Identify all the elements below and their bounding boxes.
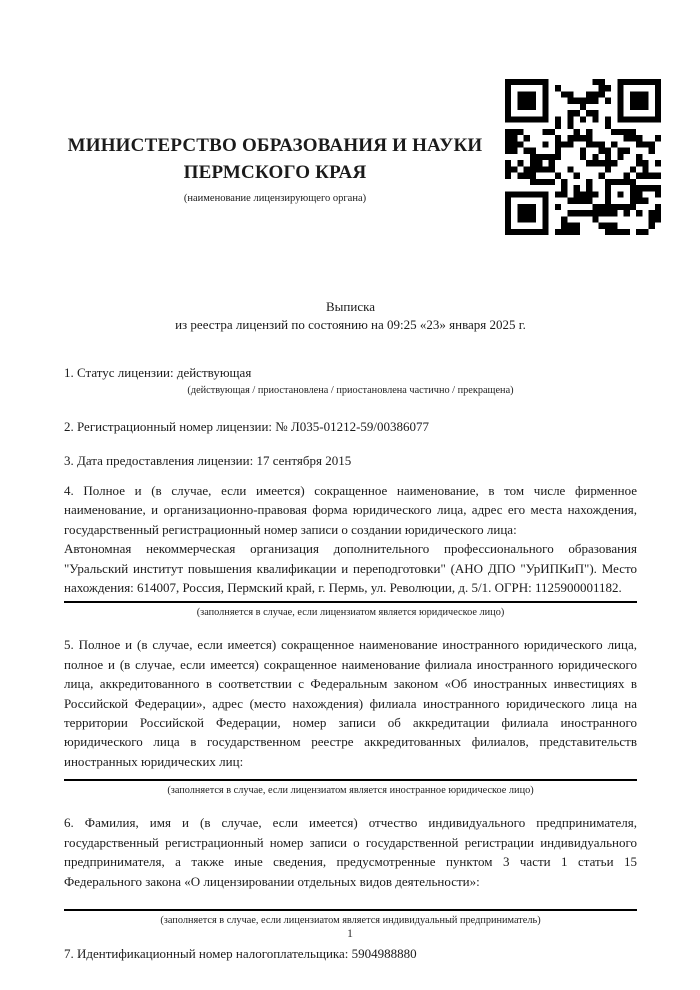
- qr-code-image: [505, 79, 661, 235]
- ministry-name-line1: МИНИСТЕРСТВО ОБРАЗОВАНИЯ И НАУКИ: [67, 135, 483, 156]
- entrepreneur-caption: (заполняется в случае, если лицензиатом является индивидуальный предприниматель): [160, 914, 541, 926]
- fill-in-rule-legal-entity: [64, 601, 637, 603]
- page-number: 1: [347, 926, 353, 940]
- ministry-caption: (наименование лицензирующего органа): [183, 193, 367, 204]
- item-legal-entity-question: 4. Полное и (в случае, если имеется) сокращенное наименование, в том числе фирменное наименование, и организационно-правовая форма юридического лица, адрес его места нахождения, государственный регистрационный номер записи о создании юридического лица:: [64, 483, 637, 537]
- license-status-caption: (действующая / приостановлена / приостановлена частично / прекращена): [187, 385, 514, 396]
- foreign-entity-caption: (заполняется в случае, если лицензиатом является иностранное юридическое лицо): [167, 785, 534, 797]
- document-body: [64, 298, 637, 962]
- ministry-name-line2: ПЕРМСКОГО КРАЯ: [183, 162, 367, 183]
- item-grant-date: [64, 452, 637, 469]
- grant-date-label: 3. Дата предоставления лицензии:: [64, 453, 254, 468]
- item-entrepreneur-question: 6. Фамилия, имя и (в случае, если имеется) отчество индивидуального предпринимателя, государственный регистрационный номер записи о государственной регистрации индивидуального предпринимателя, а также иные сведения, предусмотренные пунктом 3 части 1 статьи 15 Федерального закона «О лицензировании отдельных видов деятельности»:: [64, 815, 637, 889]
- licensing-authority-block: [38, 132, 512, 205]
- item-registration-number: [64, 418, 637, 435]
- item-taxpayer-number: [64, 945, 637, 962]
- fill-in-rule-foreign-entity: [64, 779, 637, 781]
- license-status-label: 1. Статус лицензии:: [64, 365, 174, 380]
- fill-in-rule-entrepreneur: [64, 909, 637, 911]
- license-status-value: действующая: [176, 365, 252, 380]
- item-legal-entity-answer: Автономная некоммерческая организация дополнительного профессионального образования "Уральский институт повышения квалификации и переподготовки" (АНО ДПО "УрИПКиП"). Место нахождения: 614007, Россия, Пермский край, г. Пермь, ул. Революции, д. 5/1. ОГРН: 1125900001182.: [64, 541, 637, 596]
- document-title: Выписка: [326, 299, 375, 314]
- legal-entity-caption: (заполняется в случае, если лицензиатом является юридическое лицо): [196, 607, 505, 619]
- registration-number-label: 2. Регистрационный номер лицензии:: [64, 419, 273, 434]
- item-license-status: [64, 364, 637, 381]
- document-subtitle: из реестра лицензий по состоянию на 09:25 «23» января 2025 г.: [175, 317, 526, 332]
- item-foreign-entity-question: 5. Полное и (в случае, если имеется) сокращенное наименование иностранного юридического лица, полное и (в случае, если имеется) сокращенное наименование филиала иностранного юридического лица, аккредитованного в соответствии с Федеральным законом «Об иностранных инвестициях в Российской Федерации», адрес (место нахождения) филиала иностранного юридического лица на территории Российской Федерации, номер записи об аккредитации филиала иностранного юридического лица в государственном реестре аккредитованных филиалов, представительств иностранных юридических лиц:: [64, 637, 637, 769]
- taxpayer-number-label: 7. Идентификационный номер налогоплательщика:: [64, 945, 349, 961]
- qr-code-icon: [505, 79, 661, 235]
- grant-date-value: 17 сентября 2015: [256, 453, 352, 468]
- registration-number-value: № Л035-01212-59/00386077: [275, 419, 430, 434]
- taxpayer-number-value: 5904988880: [351, 945, 417, 961]
